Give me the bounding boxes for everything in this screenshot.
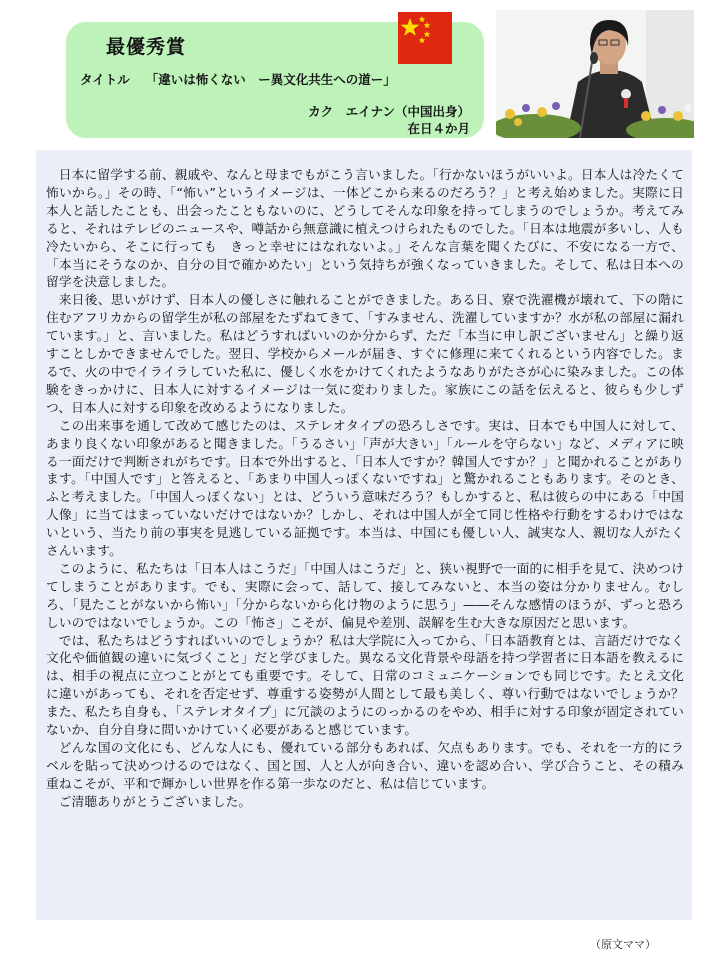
essay-title: 「違いは怖くない ー異文化共生への道ー」 (145, 72, 396, 87)
title-label: タイトル (80, 72, 130, 87)
essay-paragraph: この出来事を通して改めて感じたのは、ステレオタイプの恐ろしさです。実は、日本でも中国人に対して、あまり良くない印象があると聞きました。「うるさい」「声が大きい」「ルールを守らない」など、メディアに映る一面だけで判断されがちです。日本で外出すると、「日本人ですか？韓国人ですか？」と聞かれることがあります。「中国人です」と答えると、「あまり中国人っぽくないですね」と驚かれることもあります。そのとき、ふと考えました。「中国人っぽくない」とは、どういう意味だろう？もしかすると、私は彼らの中にある「中国人像」に当てはまっていないだけではないか？しかし、それは中国人が全て同じ性格や行動をするわけではないという、当たり前の事実を見逃している証拠です。本当は、中国にも優しい人、誠実な人、親切な人がたくさんいます。 (46, 417, 684, 559)
essay-paragraph: 来日後、思いがけず、日本人の優しさに触れることができました。ある日、寮で洗濯機が壊れて、下の階に住むアフリカからの留学生が私の部屋をたずねてきて、「すみません、洗濯していますか？水が私の部屋に漏れています。」と、言いました。私はどうすればいいのか分からず、ただ「本当に申し訳ございません」と繰り返すことしかできませんでした。翌日、学校からメールが届き、すぐに修理に来てくれるという内容でした。まるで、火の中でイライラしていた私に、優しく水をかけてくれたようなありがたさが心に染みました。この体験をきっかけに、日本人に対するイメージは一気に変わりました。家族にこの話を伝えると、彼らも少しずつ、日本人に対する印象を改めるようになりました。 (46, 292, 684, 415)
original-text-note: （原文ママ） (590, 938, 656, 951)
essay-body (46, 166, 684, 811)
essay-paragraph: このように、私たちは「日本人はこうだ」「中国人はこうだ」と、狭い視野で一面的に相手を見て、決めつけてしまうことがあります。でも、実際に会って、話して、接してみないと、本当の姿は分かりません。むしろ、「見たことがないから怖い」「分からないから化け物のように思う」――そんな感情のほうが、ずっと恐ろしいのではないでしょうか。この「怖さ」こそが、偏見や差別、誤解を生む大きな原因だと思います。 (46, 560, 684, 630)
essay-paragraph: ご清聴ありがとうございました。 (58, 793, 252, 809)
essay-paragraph: 日本に留学する前、親戚や、なんと母までもがこう言いました。「行かないほうがいいよ。日本人は冷たくて怖いから。」その時、「“怖い”というイメージは、一体どこから来るのだろう？」と考え始めました。実際に日本人と話したことも、出会ったこともないのに、どうしてそんな印象を持ってしまうのでしょうか。考えてみると、それはテレビのニュースや、噂話から無意識に植えつけられたものでした。「日本は地震が多いし、人も冷たいから、そこに行っても きっと幸せにはなれないよ。」そんな言葉を聞くたびに、不安になる一方で、「本当にそうなのか、自分の目で確かめたい」という気持ちが強くなっていきました。そして、私は日本への留学を決意しました。 (46, 167, 684, 290)
china-flag-icon (398, 12, 452, 64)
essay-paragraph: どんな国の文化にも、どんな人にも、優れている部分もあれば、欠点もあります。でも、それを一方的にラベルを貼って決めつけるのではなく、国と国、人と人が向き合い、違いを認め合い、学び合うこと、その積み重ねこそが、平和で輝かしい世界を作る第一歩なのだと、私は信じています。 (46, 740, 684, 791)
residence-duration: 在日４か月 (407, 121, 470, 136)
award-title: 最優秀賞 (106, 36, 187, 58)
essay-paragraph: では、私たちはどうすればいいのでしょうか？私は大学院に入ってから、「日本語教育とは、言語だけでなく文化や価値観の違いに気づくこと」だと学びました。異なる文化背景や母語を持つ学習者に日本語を教えるには、相手の視点に立つことがとても重要です。そして、日常のコミュニケーションでも同じです。たとえ文化に違いがあっても、それを否定せず、尊重する姿勢が人間として最も美しく、尊い行動ではないでしょうか？また、私たち自身も、「ステレオタイプ」に冗談のようにのっかるのをやめ、相手に対する印象が固定されていないか、自分自身に問いかけていく必要があると感じています。 (46, 632, 684, 738)
speaker-photo (496, 10, 694, 138)
author-name: カク エイナン（中国出身） (308, 104, 470, 119)
essay-title-line (80, 70, 396, 88)
essay-panel (36, 150, 692, 920)
